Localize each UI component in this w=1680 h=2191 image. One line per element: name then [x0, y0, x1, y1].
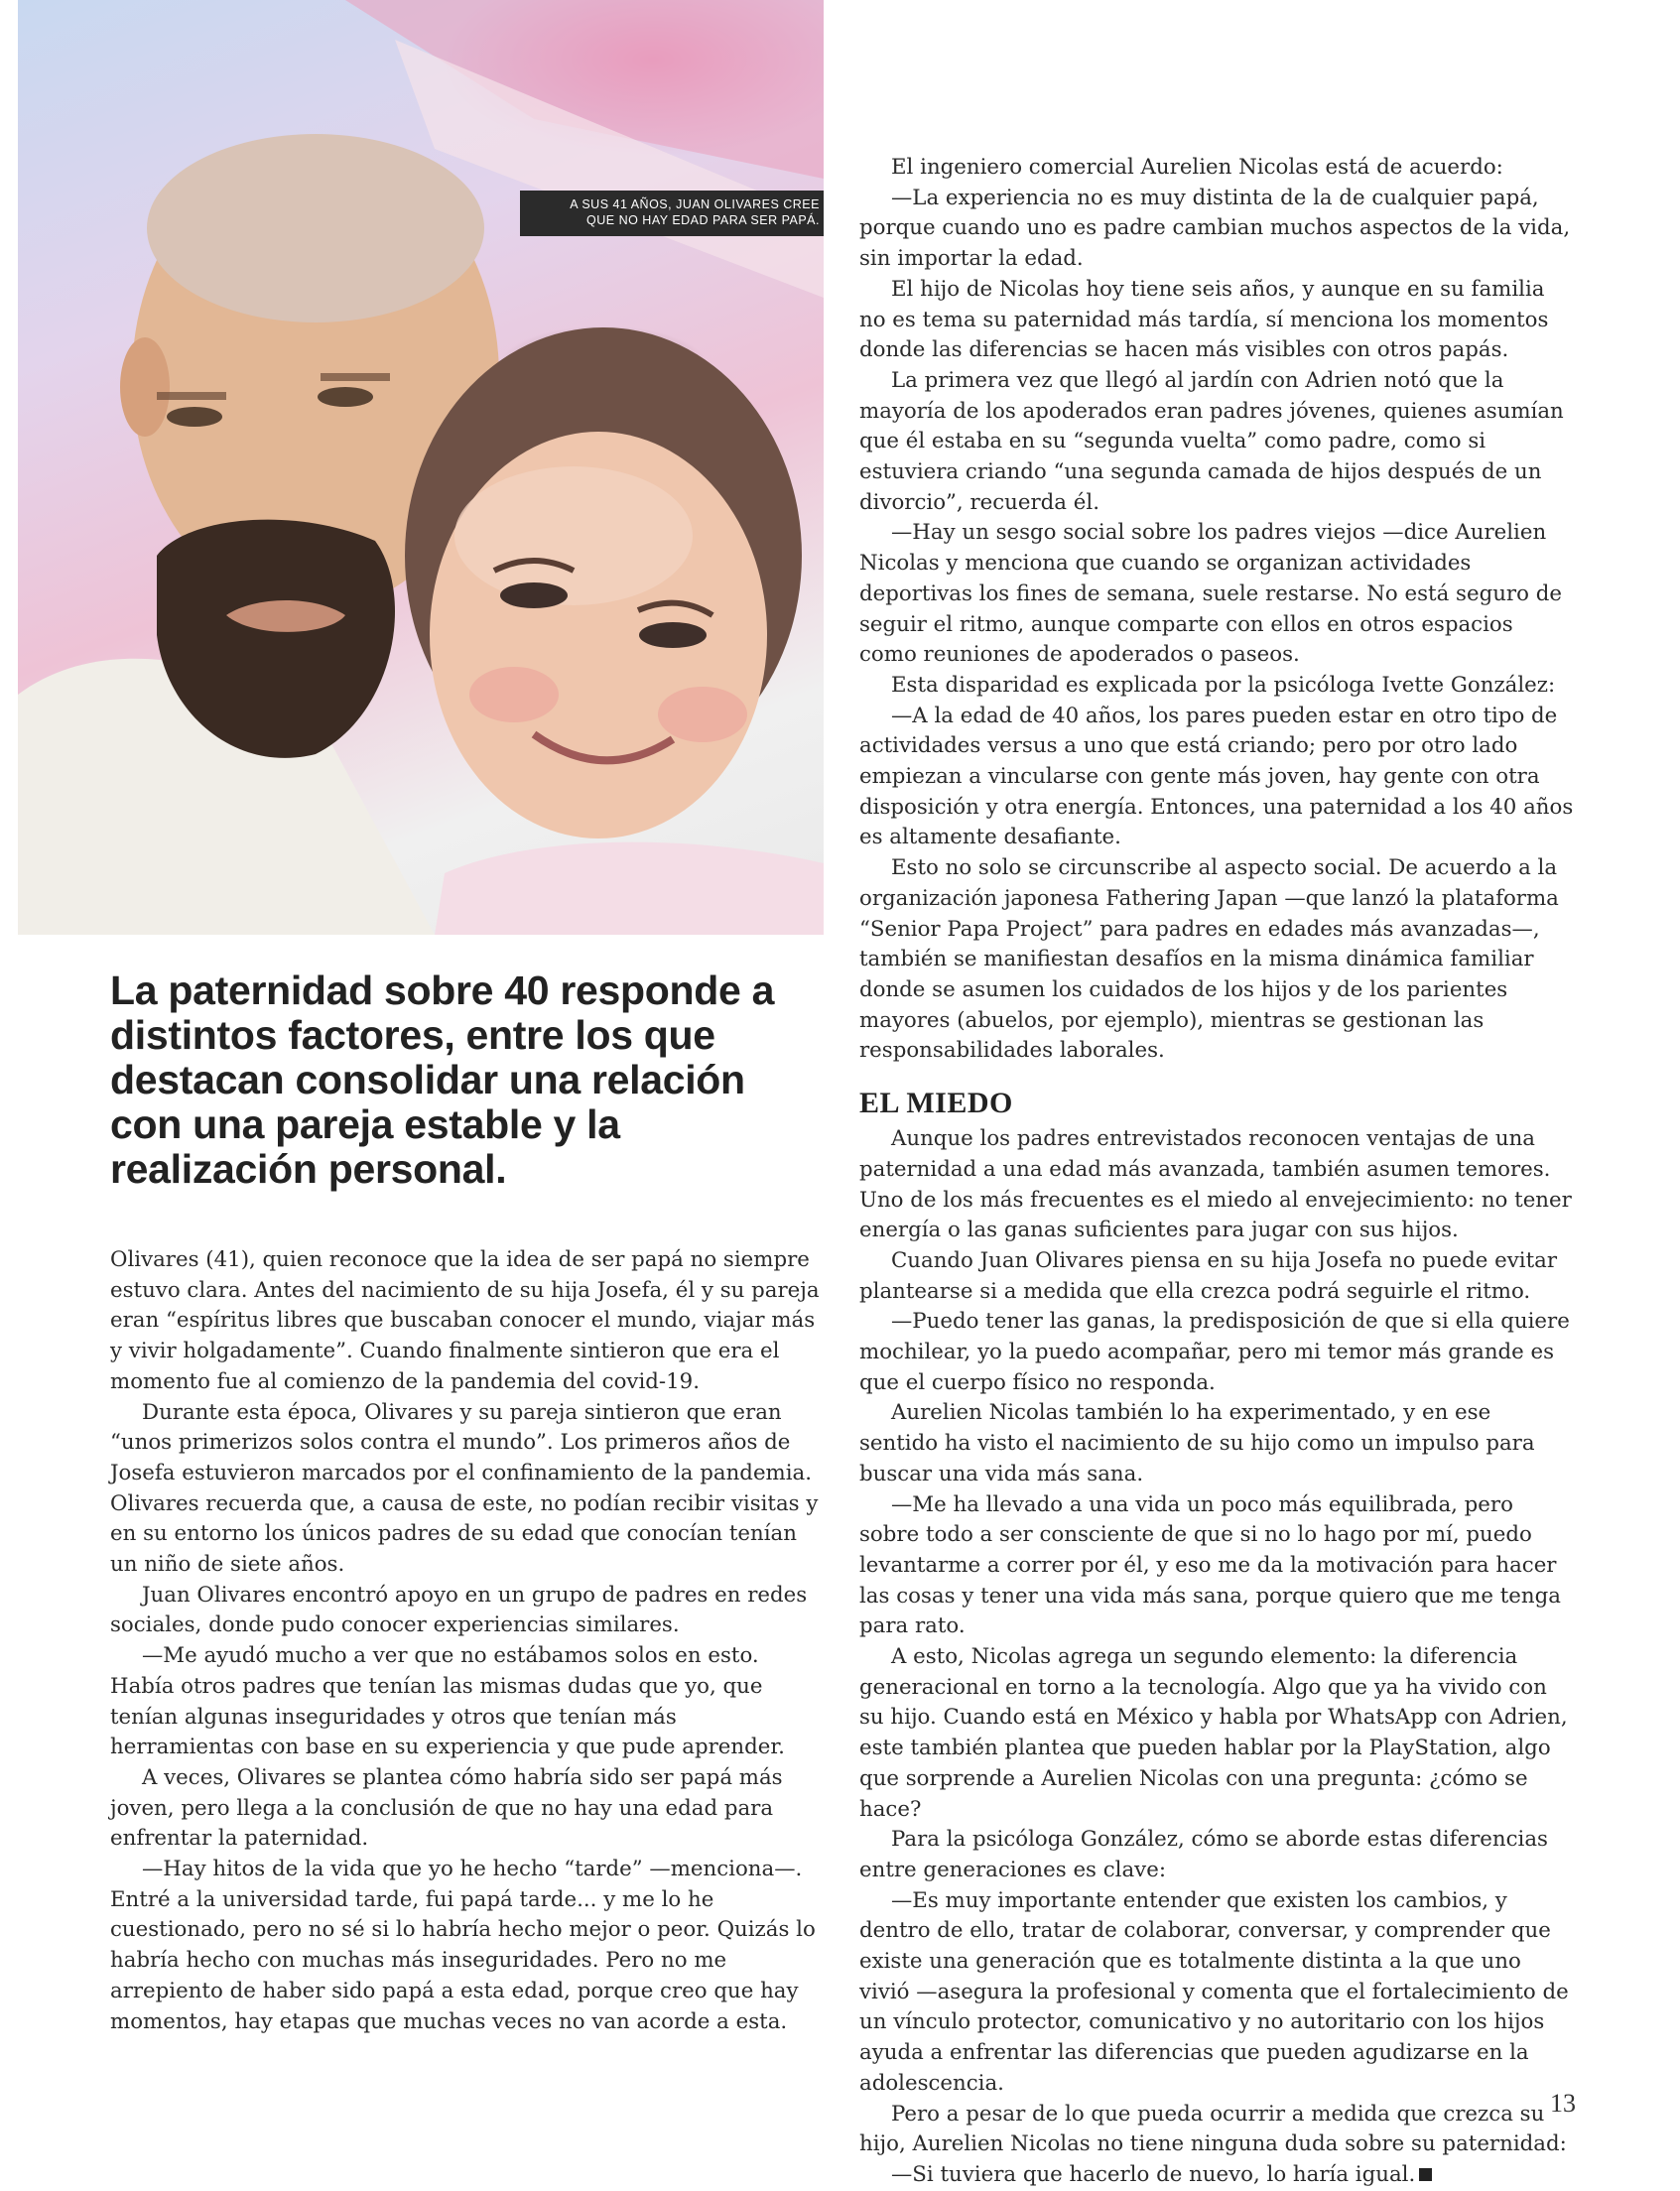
- paragraph: La primera vez que llegó al jardín con Adrien notó que la mayoría de los apoderados eran padres jóvenes, quienes asumían que él estaba en su “segunda vuelta” como padre, como si estuviera criando “una segunda camada de hijos después de un divorcio”, recuerda él.: [859, 367, 1564, 515]
- paragraph: Pero a pesar de lo que pueda ocurrir a medida que crezca su hijo, Aurelien Nicolas no tiene ninguna duda sobre su paternidad:: [859, 2101, 1567, 2157]
- paragraph: Aurelien Nicolas también lo ha experimentado, y en ese sentido ha visto el nacimiento de su hijo como un impulso para buscar una vida más sana.: [859, 1400, 1535, 1486]
- paragraph: El hijo de Nicolas hoy tiene seis años, y aunque en su familia no es tema su paternidad más tardía, sí menciona los momentos donde las diferencias se hacen más visibles con otros papás.: [859, 276, 1549, 363]
- final-paragraph: [859, 2160, 1574, 2191]
- end-mark-icon: [1419, 2168, 1432, 2181]
- paragraph: —Hay hitos de la vida que yo he hecho “tarde” —menciona—. Entré a la universidad tarde, fui papá tarde... y me lo he cuestionado, pero no sé si lo habría hecho mejor o peor. Quizás lo habría hecho con muchas más inseguridades. Pero no me arrepiento de haber sido papá a esta edad, porque creo que hay momentos, hay etapas que muchas veces no van acorde a esta.: [110, 1857, 816, 2034]
- paragraph: —La experiencia no es muy distinta de la de cualquier papá, porque cuando uno es padre cambian muchos aspectos de la vida, sin importar la edad.: [859, 185, 1571, 272]
- caption-line-1: A SUS 41 AÑOS, JUAN OLIVARES CREE: [570, 197, 820, 211]
- paragraph: Aunque los padres entrevistados reconocen ventajas de una paternidad a una edad más avanzada, también asumen temores. Uno de los más frecuentes es el miedo al envejecimiento: no tener energía o las ganas suficientes para jugar con sus hijos.: [859, 1126, 1572, 1243]
- paragraph: Olivares (41), quien reconoce que la idea de ser papá no siempre estuvo clara. Antes del nacimiento de su hija Josefa, él y su pareja eran “espíritus libres que buscaban conocer el mundo, viajar más y vivir holgadamente”. Cuando finalmente sintieron que era el momento fue al comienzo de la pandemia del covid-19.: [110, 1247, 820, 1394]
- paragraph: —Me ayudó mucho a ver que no estábamos solos en esto. Había otros padres que tenían las mismas dudas que yo, que tenían algunas inseguridades y otros que tenían más herramientas con base en su experiencia y que pude aprender.: [110, 1643, 785, 1760]
- paragraph: Esta disparidad es explicada por la psicóloga Ivette González:: [891, 672, 1556, 698]
- paragraph: A veces, Olivares se plantea cómo habría sido ser papá más joven, pero llega a la conclusión de que no hay una edad para enfrentar la paternidad.: [110, 1764, 783, 1852]
- pull-quote: La paternidad sobre 40 responde a distintos factores, entre los que destacan consolidar una relación con una pareja estable y la realización personal.: [110, 967, 775, 1192]
- article-photo: [18, 0, 824, 935]
- photo-illustration: [18, 0, 824, 935]
- paragraph: Cuando Juan Olivares piensa en su hija Josefa no puede evitar plantearse si a medida que ella crezca podrá seguirle el ritmo.: [859, 1247, 1558, 1304]
- page-number: 13: [1550, 2089, 1576, 2118]
- left-column: [110, 1245, 827, 2037]
- paragraph: —A la edad de 40 años, los pares pueden estar en otro tipo de actividades versus a uno que está criando; pero por otro lado empiezan a vincularse con gente más joven, hay gente con otra disposición y otra energía. Entonces, una paternidad a los 40 años es altamente desafiante.: [859, 703, 1574, 850]
- paragraph: A esto, Nicolas agrega un segundo elemento: la diferencia generacional en torno a la tecnología. Algo que ya ha vivido con su hijo. Cuando está en México y habla por WhatsApp con Adrien, este también plantea que pueden hablar por la PlayStation, algo que sorprende a Aurelien Nicolas con una pregunta: ¿cómo se hace?: [859, 1644, 1568, 1822]
- section-heading: EL MIEDO: [859, 1087, 1013, 1120]
- paragraph: —Es muy importante entender que existen los cambios, y dentro de ello, tratar de colaborar, conversar, y comprender que existe una generación que es totalmente distinta a la que uno vivió —asegura la profesional y comenta que el fortalecimiento de un vínculo protector, comunicativo y no autoritario con los hijos ayuda a enfrentar las diferencias que pueden agudizarse en la adolescencia.: [859, 1887, 1569, 2096]
- final-paragraph-text: —Si tuviera que hacerlo de nuevo, lo haría igual.: [891, 2162, 1416, 2187]
- right-column: [859, 153, 1574, 2191]
- paragraph: Durante esta época, Olivares y su pareja sintieron que eran “unos primerizos solos contra el mundo”. Los primeros años de Josefa estuvieron marcados por el confinamiento de la pandemia. Olivares recuerda que, a causa de este, no podían recibir visitas y en su entorno los únicos padres de su edad que conocían tenían un niño de siete años.: [110, 1399, 819, 1578]
- paragraph: El ingeniero comercial Aurelien Nicolas está de acuerdo:: [891, 155, 1503, 180]
- paragraph: Esto no solo se circunscribe al aspecto social. De acuerdo a la organización japonesa Fathering Japan —que lanzó la plataforma “Senior Papa Project” para padres en edades más avanzadas—, también se manifiestan desafíos en la misma dinámica familiar donde se asumen los cuidados de los hijos y de los parientes mayores (abuelos, por ejemplo), mientras se gestionan las responsabilidades laborales.: [859, 855, 1559, 1064]
- paragraph: —Puedo tener las ganas, la predisposición de que si ella quiere mochilear, yo la puedo acompañar, pero mi temor más grande es que el cuerpo físico no responda.: [859, 1309, 1570, 1395]
- paragraph: Juan Olivares encontró apoyo en un grupo de padres en redes sociales, donde pudo conocer experiencias similares.: [110, 1582, 808, 1638]
- caption-line-2: QUE NO HAY EDAD PARA SER PAPÁ.: [586, 213, 820, 227]
- paragraph: —Hay un sesgo social sobre los padres viejos —dice Aurelien Nicolas y menciona que cuando se organizan actividades deportivas los fines de semana, suele restarse. No está seguro de seguir el ritmo, aunque comparte con ellos en otros espacios como reuniones de apoderados o paseos.: [859, 520, 1562, 668]
- paragraph: —Me ha llevado a una vida un poco más equilibrada, pero sobre todo a ser consciente de que si no lo hago por mí, puedo levantarme a correr por él, y eso me da la motivación para hacer las cosas y tener una vida más sana, porque quiero que me tenga para rato.: [859, 1491, 1561, 1639]
- paragraph: Para la psicóloga González, cómo se aborde estas diferencias entre generaciones es clave:: [859, 1827, 1548, 1882]
- photo-caption: [520, 191, 824, 236]
